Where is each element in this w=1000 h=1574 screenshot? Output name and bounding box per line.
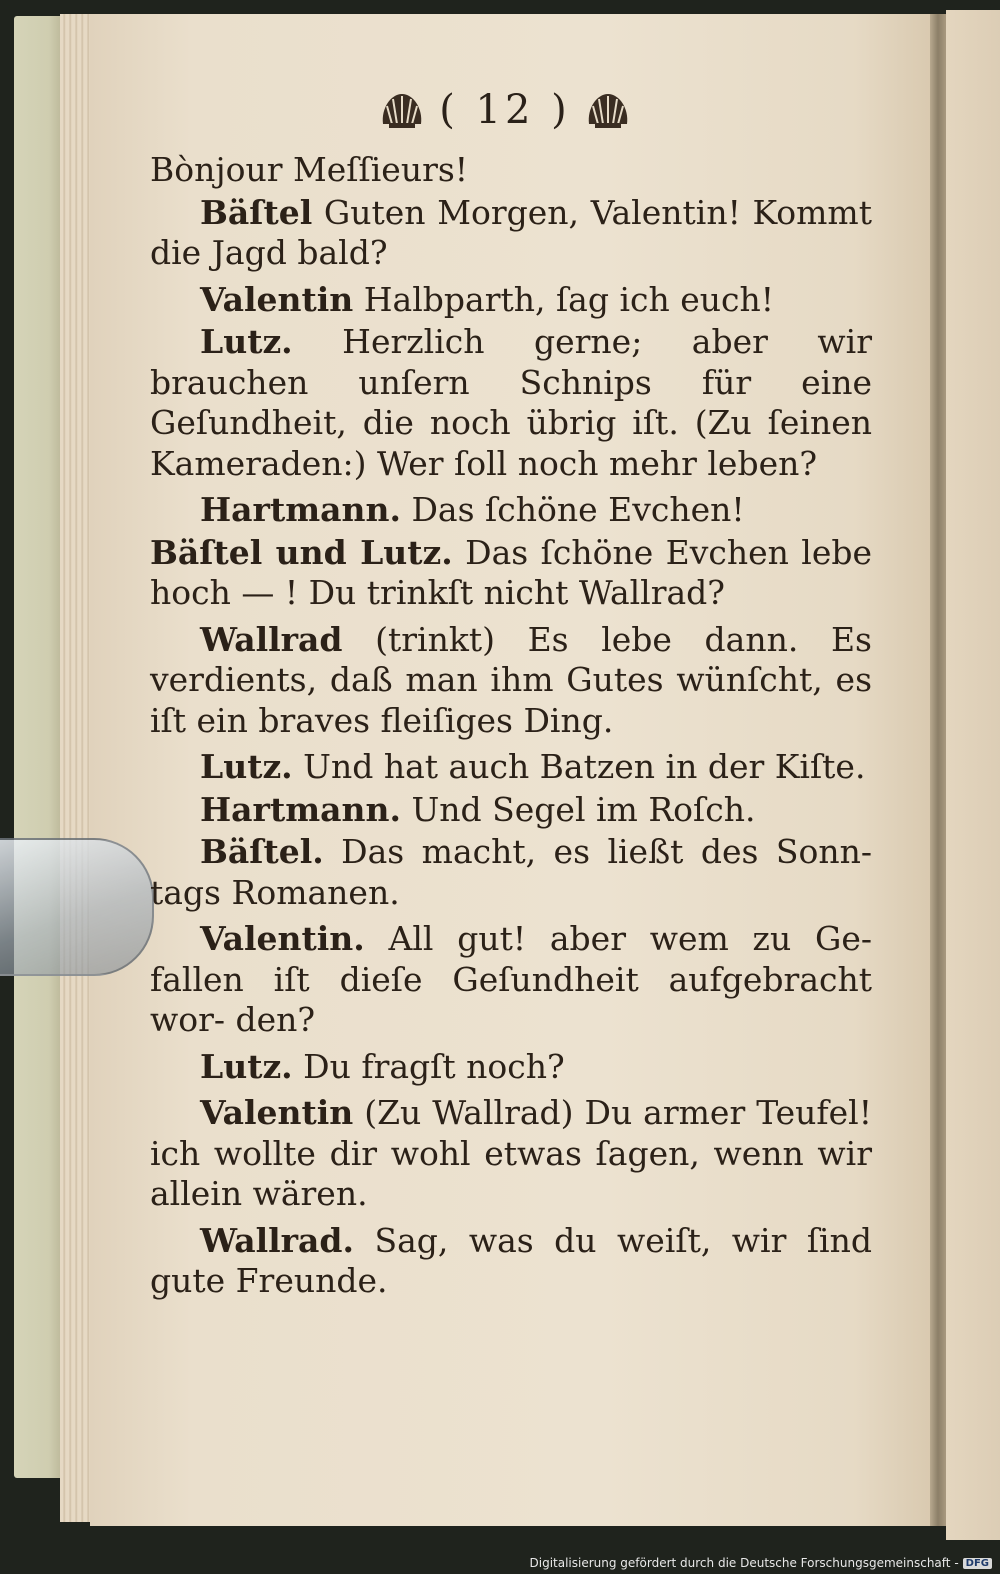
dfg-logo: DFG: [963, 1558, 992, 1569]
dialogue-text: Das ſchöne Evchen lebe hoch — ! Du trinkſt nicht Wallrad?: [150, 532, 873, 612]
speaker-name: Lutz.: [200, 747, 293, 786]
speaker-name: Bäſtel: [200, 192, 313, 232]
page-clip: [0, 838, 154, 976]
dialogue-line: [150, 193, 872, 274]
speaker-name: Lutz.: [200, 322, 293, 361]
dialogue-text: Du fragſt noch?: [303, 1046, 565, 1086]
dialogue-line: [150, 790, 872, 831]
dialogue-line: [150, 322, 872, 484]
speaker-name: Bäſtel.: [200, 832, 324, 871]
dialogue-line: [150, 490, 872, 531]
dialogue-text: (trinkt) Es lebe dann. Es verdients, daß man ihm Gutes wünſcht, es iſt ein braves fleiſiges Ding.: [150, 619, 872, 740]
dialogue-line: [150, 747, 872, 788]
shell-ornament-icon: [585, 90, 631, 130]
dialogue-line: [150, 1047, 872, 1088]
speaker-name: Valentin: [200, 279, 354, 319]
dialogue-line: [150, 150, 872, 191]
dialogue-text: Herzlich gerne; aber wir brauchen unſern Schnips für eine Geſundheit, die noch übrig iſt. (Zu ſeinen Kameraden:) Wer ſoll noch mehr leben?: [150, 322, 872, 483]
dialogue-line: [150, 533, 872, 614]
dialogue-line: [150, 280, 872, 321]
facing-page: [946, 10, 1000, 1540]
dialogue-text: Sag, was du weiſt, wir ſind gute Freunde.: [150, 1220, 872, 1300]
dialogue-text: Das macht, es ließt des Sonn- tags Romanen.: [150, 832, 872, 912]
dialogue-line: [150, 620, 872, 742]
dialogue-text: Bònjour Meſſieurs!: [150, 150, 469, 189]
dialogue-text: Und hat auch Batzen in der Kiſte.: [303, 747, 866, 786]
dialogue-text: Und Segel im Roſch.: [411, 789, 756, 829]
speaker-name: Bäſtel und Lutz.: [150, 532, 453, 572]
book-cover-edge: [14, 16, 64, 1478]
speaker-name: Lutz.: [200, 1046, 293, 1086]
dialogue-line: [150, 919, 872, 1041]
dialogue-line: [150, 1221, 872, 1302]
digitization-credit: [530, 1556, 993, 1570]
speaker-name: Hartmann.: [200, 789, 401, 829]
speaker-name: Hartmann.: [200, 490, 401, 529]
speaker-name: Wallrad: [200, 619, 343, 659]
dialogue-text: Guten Morgen, Valentin! Kommt die Jagd bald?: [150, 192, 872, 272]
dialogue-line: [150, 832, 872, 913]
page-header: [360, 82, 650, 138]
dialogue-line: [150, 1093, 872, 1215]
book-gutter: [930, 14, 946, 1526]
dialogue-text: Halbparth, ſag ich euch!: [363, 279, 775, 319]
shell-ornament-icon: [379, 90, 425, 130]
dialogue-text: All gut! aber wem zu Ge- fallen iſt dieſe Geſundheit aufgebracht wor- den?: [150, 919, 872, 1039]
speaker-name: Valentin: [200, 1093, 354, 1132]
dialogue-text: (Zu Wallrad) Du armer Teufel! ich wollte dir wohl etwas ſagen, wenn wir allein wären.: [150, 1093, 872, 1213]
credit-text: Digitalisierung gefördert durch die Deutsche Forschungsgemeinschaft -: [529, 1556, 959, 1570]
page-number: ( 12 ): [439, 87, 571, 133]
speaker-name: Wallrad.: [200, 1220, 354, 1260]
speaker-name: Valentin.: [200, 919, 365, 958]
dialogue-text: Das ſchöne Evchen!: [411, 490, 745, 529]
page-body-text: [150, 150, 872, 1304]
